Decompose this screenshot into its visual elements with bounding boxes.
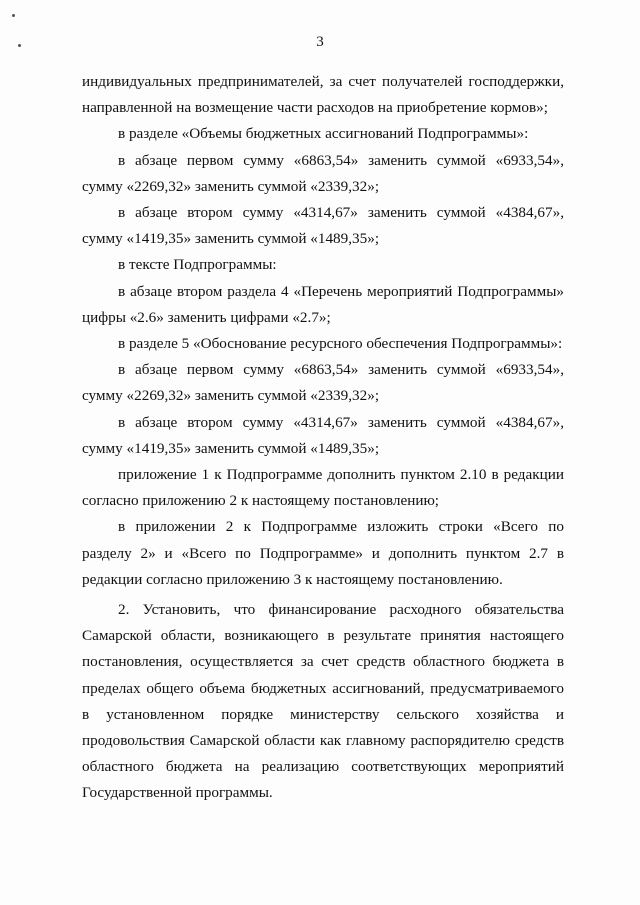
- document-body: [82, 69, 564, 807]
- page-number: 3: [316, 34, 324, 50]
- paragraph: в абзаце втором раздела 4 «Перечень мероприятий Подпрограммы» цифры «2.6» заменить цифрами «2.7»;: [82, 282, 564, 326]
- paragraph: в абзаце первом сумму «6863,54» заменить суммой «6933,54», сумму «2269,32» заменить суммой «2339,32»;: [82, 151, 564, 195]
- paragraph: 2. Установить, что финансирование расходного обязательства Самарской области, возникающего в результате принятия настоящего постановления, осуществляется за счет средств областного бюджета в пределах общего объема бюджетных ассигнований, предусматриваемого в установленном порядке министерству сельского хозяйства и продовольствия Самарской области как главному распорядителю средств областного бюджета на реализацию соответствующих мероприятий Государственной программы.: [82, 601, 564, 802]
- paragraph: в абзаце втором сумму «4314,67» заменить суммой «4384,67», сумму «1419,35» заменить суммой «1489,35»;: [82, 204, 564, 248]
- paragraph: индивидуальных предпринимателей, за счет получателей господдержки, направленной на возмещение части расходов на приобретение кормов»;: [82, 73, 564, 117]
- scan-dot: [12, 14, 15, 17]
- paragraph: в разделе «Объемы бюджетных ассигнований Подпрограммы»:: [118, 125, 529, 143]
- paragraph: в абзаце втором сумму «4314,67» заменить суммой «4384,67», сумму «1419,35» заменить суммой «1489,35»;: [82, 413, 564, 457]
- paragraph: приложение 1 к Подпрограмме дополнить пунктом 2.10 в редакции согласно приложению 2 к настоящему постановлению;: [82, 466, 564, 510]
- paragraph: в разделе 5 «Обоснование ресурсного обеспечения Подпрограммы»:: [118, 335, 563, 353]
- paragraph: в приложении 2 к Подпрограмме изложить строки «Всего по разделу 2» и «Всего по Подпрограмме» и дополнить пунктом 2.7 в редакции согласно приложению 3 к настоящему постановлению.: [82, 518, 564, 588]
- paragraph: в абзаце первом сумму «6863,54» заменить суммой «6933,54», сумму «2269,32» заменить суммой «2339,32»;: [82, 361, 564, 405]
- paragraph: в тексте Подпрограммы:: [118, 256, 277, 274]
